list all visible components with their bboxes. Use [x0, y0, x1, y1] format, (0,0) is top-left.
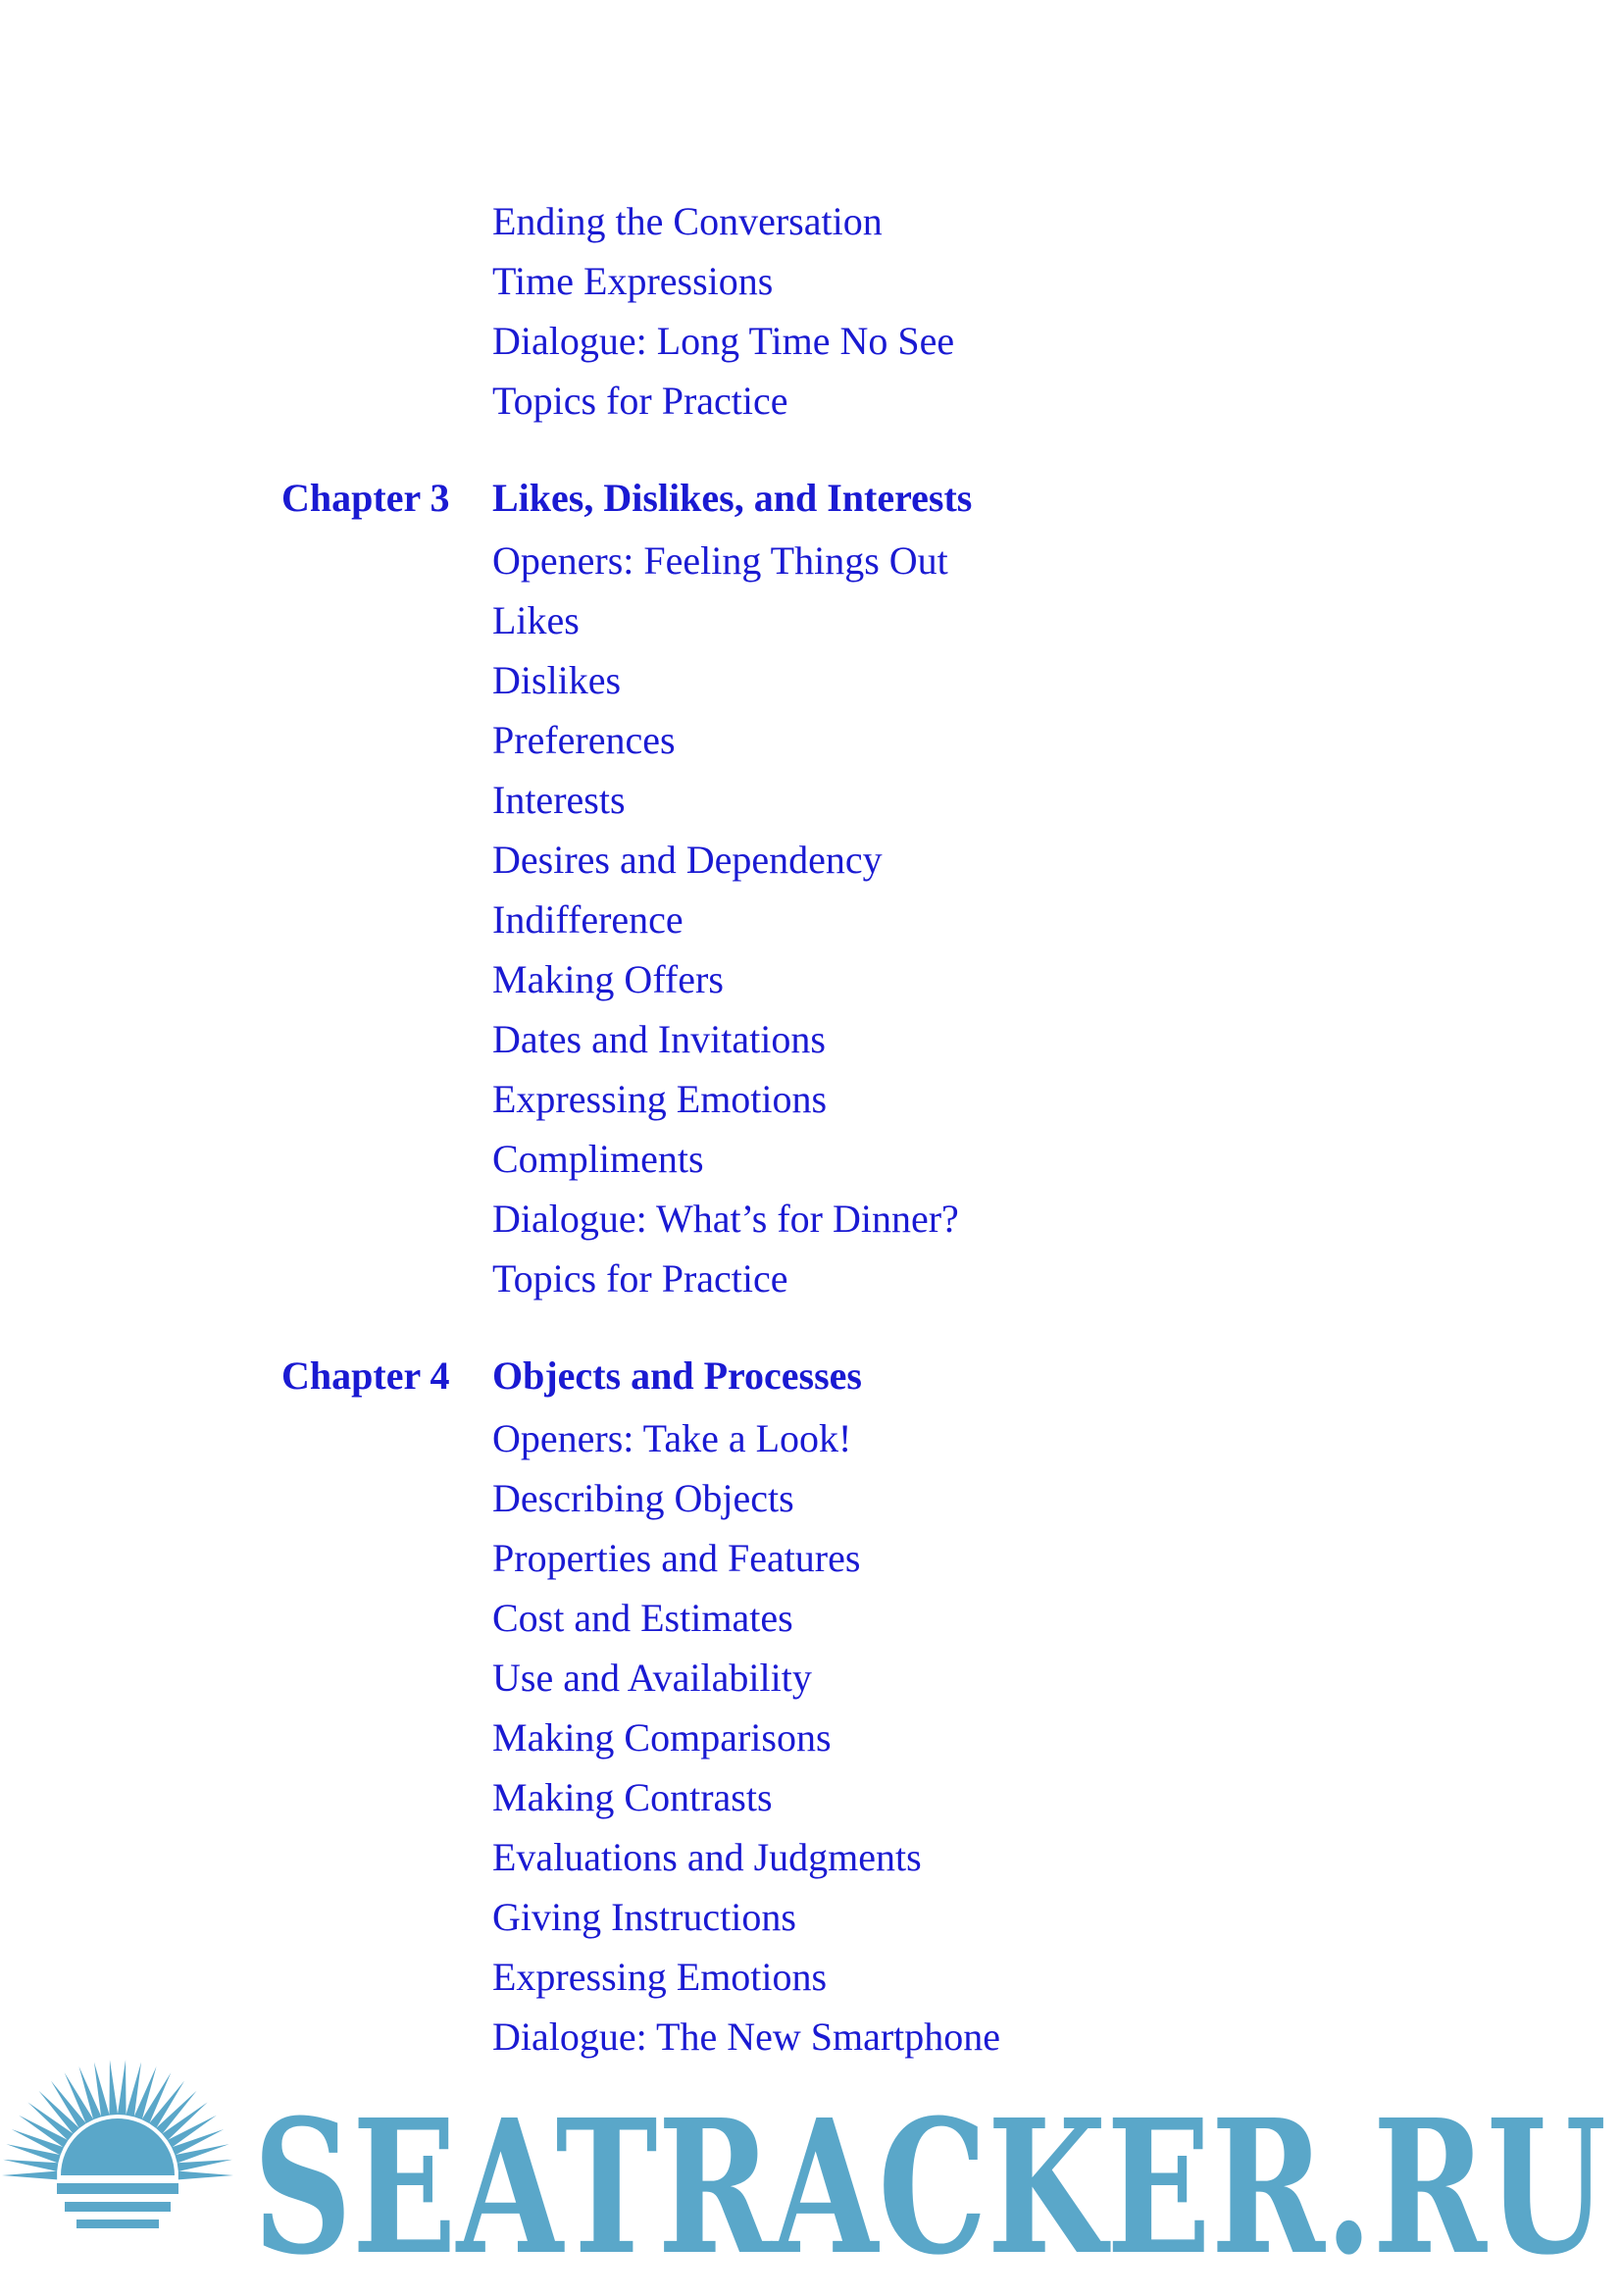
- toc-entry[interactable]: Describing Objects: [492, 1476, 794, 1520]
- toc-entry[interactable]: Dates and Invitations: [492, 1017, 826, 1061]
- chapter-number[interactable]: Chapter 4: [281, 1353, 450, 1398]
- toc-entry[interactable]: Desires and Dependency: [492, 838, 883, 882]
- toc-entry[interactable]: Dialogue: What’s for Dinner?: [492, 1197, 959, 1241]
- toc-entry[interactable]: Indifference: [492, 897, 684, 942]
- toc-entry[interactable]: Topics for Practice: [492, 379, 788, 423]
- chapter-number[interactable]: Chapter 3: [281, 476, 450, 520]
- watermark: [0, 2060, 1621, 2291]
- toc-entry[interactable]: Time Expressions: [492, 259, 774, 303]
- watermark-logo: [0, 2060, 1621, 2291]
- toc-entry[interactable]: Openers: Feeling Things Out: [492, 538, 948, 583]
- toc-entry[interactable]: Topics for Practice: [492, 1256, 788, 1301]
- toc-entry[interactable]: Compliments: [492, 1137, 704, 1181]
- toc-entry[interactable]: Making Offers: [492, 957, 724, 1001]
- toc-entry[interactable]: Interests: [492, 778, 626, 822]
- watermark-text: SEATRACKER.RU: [253, 2079, 1606, 2291]
- toc-entry[interactable]: Ending the Conversation: [492, 199, 883, 243]
- toc-entry[interactable]: Preferences: [492, 718, 676, 762]
- toc-entry[interactable]: Dialogue: The New Smartphone: [492, 2015, 1001, 2059]
- toc-entry[interactable]: Expressing Emotions: [492, 1077, 828, 1121]
- toc-entry[interactable]: Making Comparisons: [492, 1715, 832, 1760]
- toc-entry[interactable]: Likes: [492, 598, 580, 642]
- toc-entry[interactable]: Openers: Take a Look!: [492, 1416, 852, 1460]
- toc-entry[interactable]: Properties and Features: [492, 1536, 861, 1580]
- toc-entry[interactable]: Making Contrasts: [492, 1775, 773, 1819]
- chapter-title[interactable]: Likes, Dislikes, and Interests: [492, 476, 973, 520]
- toc-entry[interactable]: Cost and Estimates: [492, 1596, 793, 1640]
- toc-entry[interactable]: Dialogue: Long Time No See: [492, 319, 955, 363]
- toc-entry[interactable]: Giving Instructions: [492, 1895, 796, 1939]
- toc-entry[interactable]: Dislikes: [492, 658, 622, 702]
- toc-entry[interactable]: Use and Availability: [492, 1656, 812, 1700]
- toc-entry[interactable]: Evaluations and Judgments: [492, 1835, 922, 1879]
- chapter-title[interactable]: Objects and Processes: [492, 1353, 862, 1398]
- toc-entry[interactable]: Expressing Emotions: [492, 1955, 828, 1999]
- sun-icon: [2, 2060, 233, 2228]
